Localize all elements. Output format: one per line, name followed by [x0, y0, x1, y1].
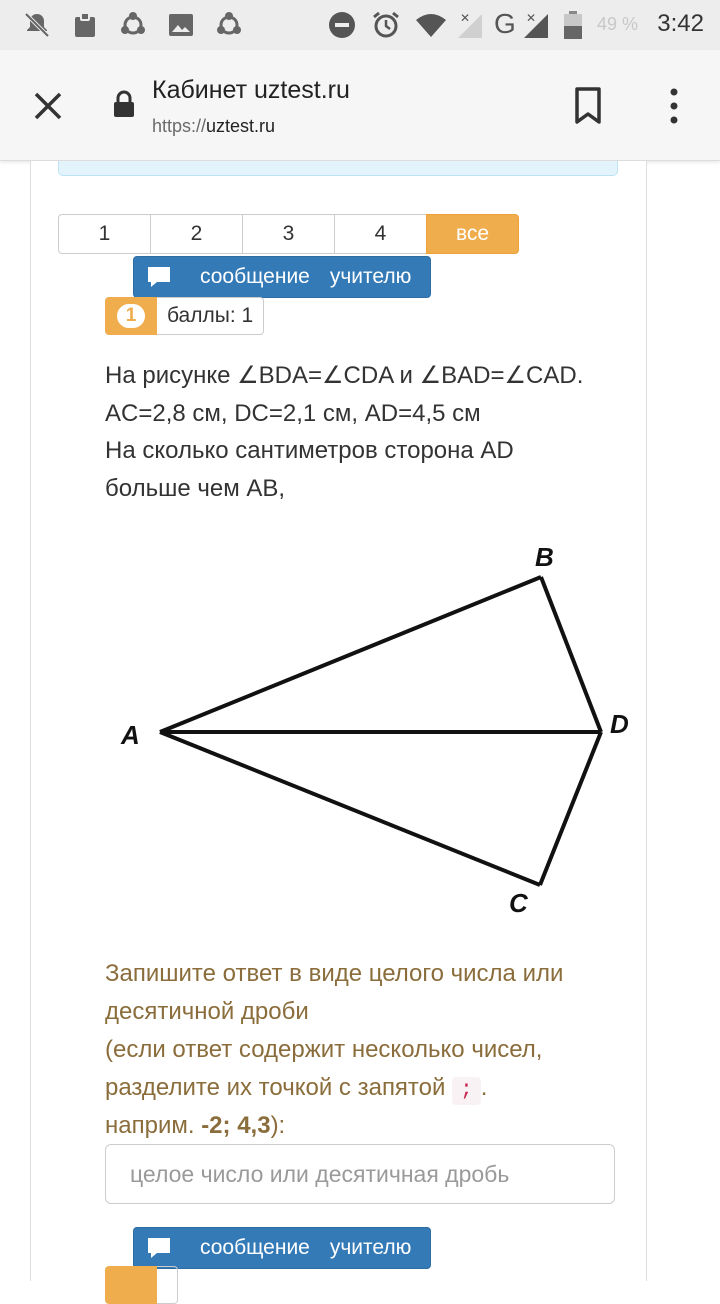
instruction-line: Запишите ответ в виде целого числа или	[105, 960, 564, 987]
url-host: uztest.ru	[206, 116, 276, 136]
question-line: больше чем AB,	[105, 474, 286, 502]
question-points	[105, 1266, 178, 1304]
battery-icon	[562, 10, 584, 40]
page-4-button[interactable]: 4	[334, 214, 427, 254]
separator-code: ;	[452, 1077, 481, 1105]
message-teacher-button[interactable]	[133, 1227, 431, 1269]
signal-icon	[454, 10, 484, 40]
instruction-text: .	[480, 1074, 488, 1101]
question-line: AC=2,8 см, DC=2,1 см, AD=4,5 см	[105, 399, 481, 427]
browser-toolbar	[0, 50, 720, 161]
example-suffix: ):	[270, 1112, 286, 1139]
message-teacher-button[interactable]	[133, 256, 431, 298]
label-a: A	[121, 720, 140, 750]
message-label: сообщение	[200, 1236, 310, 1259]
page-3-button[interactable]: 3	[242, 214, 335, 254]
answer-input[interactable]	[105, 1144, 615, 1204]
comment-icon	[146, 1236, 172, 1260]
segment-ac	[160, 732, 540, 885]
instruction-line	[105, 1069, 645, 1107]
silent-icon	[22, 10, 52, 40]
comment-icon	[146, 265, 172, 289]
page-1-button[interactable]: 1	[58, 214, 151, 254]
teacher-label: учителю	[329, 1236, 412, 1259]
alarm-icon	[371, 10, 401, 40]
segment-ab	[160, 577, 541, 732]
message-label: сообщение	[200, 265, 310, 288]
do-not-disturb-icon	[327, 10, 357, 40]
battery-percent: 49 %	[597, 14, 639, 34]
example-value: -2; 4,3	[201, 1112, 271, 1139]
points-label: баллы: 1	[157, 297, 264, 335]
clock: 3:42	[657, 10, 704, 37]
label-d: D	[610, 709, 629, 739]
geometry-figure	[100, 530, 660, 930]
segment-bd	[541, 577, 601, 732]
instruction-text: разделите их точкой с запятой	[105, 1074, 446, 1101]
more-menu-icon[interactable]	[660, 86, 688, 126]
question-points	[105, 297, 264, 335]
wifi-icon	[414, 10, 448, 40]
close-icon[interactable]	[30, 88, 66, 124]
page-all-button[interactable]: все	[426, 214, 519, 254]
label-c: C	[509, 888, 528, 918]
instruction-line: десятичной дроби	[105, 998, 309, 1025]
example-prefix: наприм.	[105, 1112, 202, 1139]
question-number-badge	[105, 1266, 157, 1304]
label-b: B	[535, 542, 554, 572]
clipboard-icon	[70, 10, 100, 40]
question-pager	[58, 214, 519, 254]
segment-cd	[540, 732, 601, 885]
share-icon	[118, 10, 148, 40]
network-type: G	[494, 8, 516, 39]
lock-icon	[112, 90, 136, 118]
share-icon	[214, 10, 244, 40]
bookmark-icon[interactable]	[572, 86, 604, 126]
question-line: На сколько сантиметров сторона AD	[105, 437, 514, 464]
url-display[interactable]	[152, 116, 275, 137]
page-title: Кабинет uztest.ru	[152, 76, 350, 104]
points-label	[157, 1266, 178, 1304]
instruction-line	[105, 1107, 645, 1145]
signal-icon	[520, 10, 550, 40]
info-panel	[58, 161, 618, 176]
question-number-badge	[105, 297, 157, 335]
page-2-button[interactable]: 2	[150, 214, 243, 254]
answer-instructions	[105, 955, 645, 1145]
teacher-label: учителю	[329, 265, 412, 288]
svg-text:✕: ✕	[460, 11, 471, 25]
question-text	[105, 357, 625, 507]
question-number: 1	[117, 304, 145, 328]
image-icon	[166, 10, 196, 40]
status-bar	[0, 0, 720, 50]
svg-text:✕: ✕	[526, 11, 537, 25]
instruction-line: (если ответ содержит несколько чисел,	[105, 1036, 543, 1063]
question-line: На рисунке ∠BDA=∠CDA и ∠BAD=∠CAD.	[105, 362, 584, 389]
url-scheme: https://	[152, 116, 207, 136]
